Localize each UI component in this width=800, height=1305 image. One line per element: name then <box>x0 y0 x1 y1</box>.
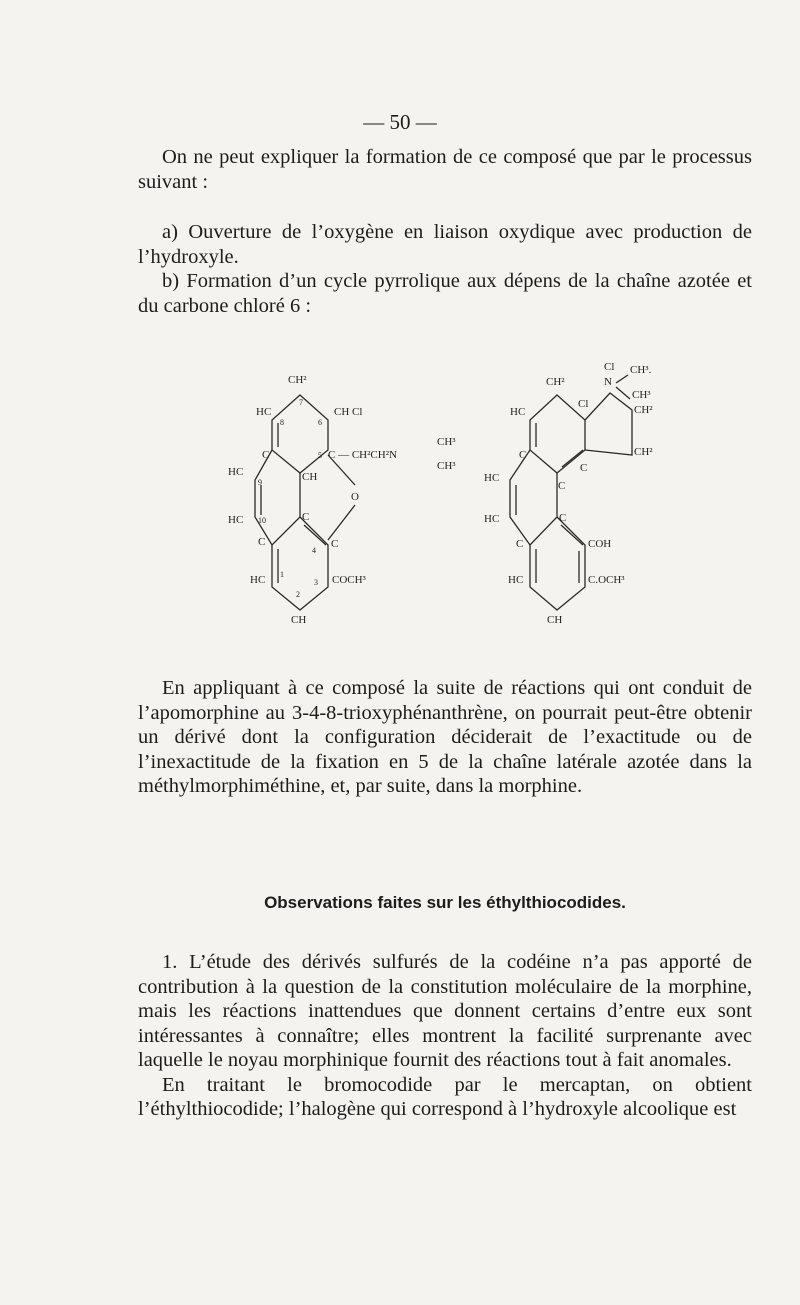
right-ch2-top: CH² <box>546 376 565 388</box>
right-c-ring: Cl <box>578 398 589 410</box>
item-a: a) Ouverture de l’oxygène en liaison oxydique avec production de l’hydroxyle. <box>138 221 752 268</box>
right-hc-bot: HC <box>508 574 524 586</box>
right-c-b: C <box>580 462 588 474</box>
left-num-9: 9 <box>258 478 262 487</box>
right-c-a: C <box>519 449 527 461</box>
item-b: b) Formation d’un cycle pyrrolique aux dépens de la chaîne azotée et du carbone chloré 6 : <box>138 270 752 317</box>
left-hc-10: HC <box>228 514 244 526</box>
right-ch-bottom: CH <box>547 614 563 626</box>
left-ch3-a: CH³ <box>437 436 456 448</box>
right-hc-top: HC <box>510 406 526 418</box>
right-c-d: C <box>559 512 567 524</box>
process-list <box>138 220 752 318</box>
left-top-ch2: CH² <box>288 374 307 386</box>
formula-right <box>484 361 653 626</box>
paragraph-4: En traitant le bromocodide par le mercaptan, on obtient l’éthylthiocodide; l’halogène qui correspond à l’hydroxyle alcoolique est <box>138 1073 752 1120</box>
paragraph-1: On ne peut expliquer la formation de ce composé que par le processus suivant : <box>138 146 752 193</box>
left-c-mid: C <box>302 511 310 523</box>
formula-left <box>228 374 456 626</box>
right-hc-mid: HC <box>484 472 500 484</box>
page-number: — 50 — <box>363 110 437 134</box>
right-coch3: C.OCH³ <box>588 574 625 586</box>
right-c-c: C <box>558 480 566 492</box>
left-chcl: CH Cl <box>334 406 363 418</box>
paragraph-3: 1. L’étude des dérivés sulfurés de la codéine n’a pas apporté de contribution à la question de la constitution moléculaire de la morphine, mais les réactions inattendues que donnent certains d’entre eux sont intéressantes à connaître; elles montrent la facilité surprenante avec laquelle le noyau morphinique fournit des réactions tout à fait anomales. <box>138 951 752 1071</box>
left-ch-bottom: CH <box>291 614 307 626</box>
left-num-3: 3 <box>314 578 318 587</box>
section-heading: Observations faites sur les éthylthiocodides. <box>264 893 626 912</box>
right-coh: COH <box>588 538 612 550</box>
body-section-1 <box>138 676 752 799</box>
left-num-2: 2 <box>296 590 300 599</box>
left-hc-bot: HC <box>250 574 266 586</box>
left-num-6: 6 <box>318 418 322 427</box>
left-num-7: 7 <box>299 398 303 407</box>
left-num-5: 5 <box>318 451 322 460</box>
left-num-10: 10 <box>258 516 266 525</box>
left-c-left: C <box>258 536 266 548</box>
right-cl: Cl <box>604 361 615 373</box>
left-num-8: 8 <box>280 418 284 427</box>
left-side-chain: C — CH²CH²N <box>328 449 397 461</box>
left-coch3: COCH³ <box>332 574 366 586</box>
left-ch: CH <box>302 471 318 483</box>
left-num-4: 4 <box>312 546 316 555</box>
right-hc-low: HC <box>484 513 500 525</box>
paragraph-2: En appliquant à ce composé la suite de réactions qui ont conduit de l’apomorphine au 3-4-8-trioxyphénanthrène, on pourrait peut-être obtenir un dérivé dont la configuration déciderait de l’exactitude ou de l’inexactitude de la fixation en 5 de la chaîne latérale azotée dans la méthylmorphiméthine, et, par suite, dans la morphine. <box>138 677 752 797</box>
right-ch3-b: CH³ <box>632 389 651 401</box>
right-c-e: C <box>516 538 524 550</box>
right-ch2-right: CH² <box>634 404 653 416</box>
right-ch3-a: CH³. <box>630 364 652 376</box>
left-hc-top: HC <box>256 406 272 418</box>
left-num-1: 1 <box>280 570 284 579</box>
body-section-2 <box>138 950 752 1122</box>
right-ch2-bottom: CH² <box>634 446 653 458</box>
left-c-right: C <box>331 538 339 550</box>
chemical-formulas-figure <box>200 355 720 635</box>
left-c-ring: C <box>262 449 270 461</box>
left-oxygen: O <box>351 491 359 503</box>
left-hc-mid: HC <box>228 466 244 478</box>
left-ch3-b: CH³ <box>437 460 456 472</box>
right-n: N <box>604 376 612 388</box>
intro-paragraph <box>138 145 752 194</box>
